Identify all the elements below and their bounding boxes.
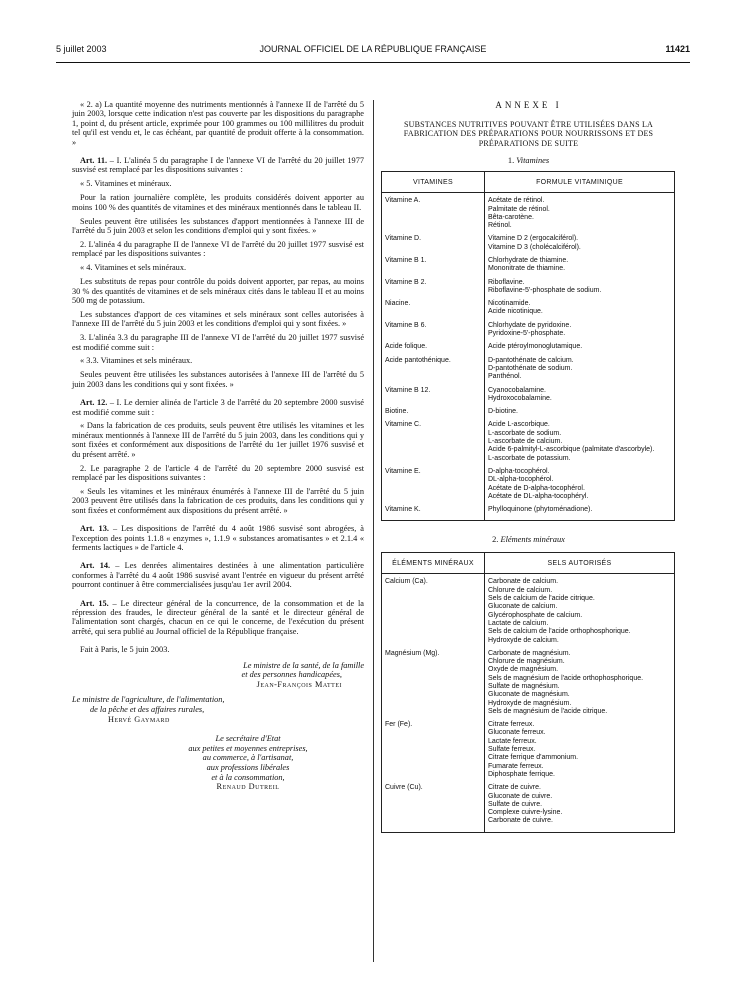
list-item: Complexe cuivre-lysine.	[488, 809, 563, 817]
list-item: Sulfate de cuivre.	[488, 800, 543, 808]
list-item: Acide ptéroylmonoglutamique.	[488, 343, 583, 351]
column-header: VITAMINES	[382, 172, 485, 193]
section-name: Vitamines	[516, 156, 550, 166]
table-row	[382, 780, 675, 832]
list-item: Gluconate de calcium.	[488, 603, 558, 611]
list-item: Chlorure de magnésium.	[488, 658, 565, 666]
row-values	[485, 296, 675, 318]
signatory-title: Le ministre de la santé, de la famille	[243, 660, 364, 670]
list-item: Nicotinamide.	[488, 300, 531, 308]
list-item: Sels de calcium de l'acide citrique.	[488, 595, 595, 603]
row-values	[485, 717, 675, 780]
row-label: Vitamine B 2.	[382, 275, 485, 297]
list-item: D-pantothénate de calcium.	[488, 356, 574, 364]
row-values	[485, 275, 675, 297]
column-header: SELS AUTORISÉS	[485, 553, 675, 574]
article-label: Art. 12.	[80, 398, 108, 408]
signatory-name: Renaud Dutreil	[216, 782, 280, 792]
page-header	[56, 44, 690, 58]
list-item: Gluconate de cuivre.	[488, 792, 553, 800]
row-values	[485, 193, 675, 232]
row-label: Vitamine E.	[382, 464, 485, 502]
list-item: L-ascorbate de potassium.	[488, 454, 571, 462]
article-label: Art. 13.	[80, 524, 109, 534]
list-item: Carbonate de magnésium.	[488, 649, 571, 657]
paragraph: « 2. a) La quantité moyenne des nutriments mentionnés à l'annexe II de l'arrêté du 5 juin 2003, lorsque cette indication n'est pas couverte par les dispositions du paragraphe 1, point d, du présent article, exprimée pour 100 grammes ou 100 millilitres du produit tel qu'il est vendu et, le cas échéant, par quantité de produit offerte à la consommation. »	[72, 100, 364, 147]
list-item: Hydroxyde de calcium.	[488, 636, 559, 644]
signatory-title: aux professions libérales	[206, 762, 290, 772]
paragraph: « Seuls les vitamines et les minéraux énumérés à l'annexe III de l'arrêté du 5 juin 2003 peuvent être utilisés dans la fabrication de ces produits, dans les conditions qui y sont fixées et conformément aux dispositions du présent arrêté. »	[72, 486, 364, 515]
section-name: Eléments minéraux	[500, 535, 565, 545]
row-values	[485, 780, 675, 832]
list-item: Vitamine D 2 (ergocalciférol).	[488, 235, 579, 243]
list-item: Sulfate ferreux.	[488, 746, 536, 754]
annexe-subtitle: SUBSTANCES NUTRITIVES POUVANT ÊTRE UTILISÉES DANS LA FABRICATION DES PRÉPARATIONS POUR NOURRISSONS ET DES PRÉPARATIONS DE SUITE	[403, 120, 654, 148]
row-label: Vitamine B 1.	[382, 253, 485, 275]
article-label: Art. 14.	[80, 561, 111, 571]
table-row	[382, 253, 675, 275]
vitamins-table	[381, 171, 675, 521]
list-item: DL-alpha-tocophérol.	[488, 476, 554, 484]
column-header: ÉLÉMENTS MINÉRAUX	[382, 553, 485, 574]
signatory-title: Le secrétaire d'Etat	[215, 734, 281, 744]
list-item: Oxyde de magnésium.	[488, 666, 559, 674]
column-divider	[373, 100, 374, 962]
header-date: 5 juillet 2003	[56, 44, 107, 54]
list-item: Palmitate de rétinol.	[488, 205, 550, 213]
section-number: 2.	[492, 535, 499, 545]
signatory-title: aux petites et moyennes entreprises,	[188, 743, 308, 753]
list-item: Citrate de cuivre.	[488, 784, 541, 792]
left-column	[72, 100, 364, 792]
row-label: Acide folique.	[382, 339, 485, 352]
list-item: Acétate de rétinol.	[488, 197, 545, 205]
list-item: Sels de calcium de l'acide orthophosphorique.	[488, 628, 631, 636]
minerals-table	[381, 552, 675, 832]
paragraph: « 3.3. Vitamines et sels minéraux.	[80, 356, 193, 366]
list-item: Glycérophosphate de calcium.	[488, 611, 583, 619]
page-number: 11421	[665, 44, 690, 54]
table-row	[382, 417, 675, 463]
row-label: Vitamine B 6.	[382, 318, 485, 340]
list-item: Panthénol.	[488, 373, 522, 381]
paragraph: 2. Le paragraphe 2 de l'article 4 de l'arrêté du 20 septembre 2000 susvisé est remplacé par les dispositions suivantes :	[72, 463, 364, 482]
article-label: Art. 15.	[80, 598, 109, 608]
list-item: Sels de magnésium de l'acide orthophosphorique.	[488, 674, 644, 682]
list-item: D-pantothénate de sodium.	[488, 364, 573, 372]
right-column	[381, 100, 676, 833]
list-item: Phylloquinone (phytoménadione).	[488, 506, 593, 514]
list-item: Fumarate ferreux.	[488, 762, 544, 770]
list-item: L-ascorbate de sodium.	[488, 429, 562, 437]
list-item: Diphosphate ferrique.	[488, 770, 555, 778]
row-values	[485, 253, 675, 275]
list-item: Mononitrate de thiamine.	[488, 265, 566, 273]
row-values	[485, 353, 675, 383]
list-item: Hydroxyde de magnésium.	[488, 699, 572, 707]
signatory-title: et à la consommation,	[211, 772, 285, 782]
row-label: Vitamine K.	[382, 502, 485, 521]
row-values	[485, 404, 675, 417]
row-values	[485, 417, 675, 463]
section-title-vitamins	[381, 156, 676, 165]
column-header: FORMULE VITAMINIQUE	[485, 172, 675, 193]
list-item: Citrate ferrique d'ammonium.	[488, 754, 579, 762]
paragraph: Seules peuvent être utilisées les substances autorisées à l'annexe III de l'arrêté du 5 juin 2003 dans les conditions qui y sont fixées. »	[72, 370, 364, 389]
row-values	[485, 646, 675, 717]
header-rule	[56, 62, 690, 63]
table-row	[382, 318, 675, 340]
signatory-title: de la pêche et des affaires rurales,	[90, 704, 205, 714]
row-label: Cuivre (Cu).	[382, 780, 485, 832]
paragraph: « 5. Vitamines et minéraux.	[80, 179, 172, 189]
list-item: Lactate ferreux.	[488, 737, 537, 745]
row-values	[485, 339, 675, 352]
row-label: Vitamine A.	[382, 193, 485, 232]
article-11	[72, 156, 364, 175]
list-item: Hydroxocobalamine.	[488, 394, 552, 402]
list-item: Acétate de D-alpha-tocophérol.	[488, 484, 585, 492]
section-title-minerals	[381, 535, 676, 544]
table-row	[382, 502, 675, 521]
signatory-title: et des personnes handicapées,	[241, 670, 342, 680]
list-item: Acide 6-palmityl-L-ascorbique (palmitate d'ascorbyle).	[488, 446, 655, 454]
list-item: Gluconate ferreux.	[488, 729, 546, 737]
paragraph: Seules peuvent être utilisées les substances d'apport mentionnées à l'annexe III de l'arrêté du 5 juin 2003 et selon les conditions d'emploi qui y sont fixées. »	[72, 216, 364, 235]
list-item: Riboflavine-5'-phosphate de sodium.	[488, 286, 602, 294]
signature-agriculture-minister	[72, 695, 364, 724]
list-item: Gluconate de magnésium.	[488, 691, 570, 699]
row-values	[485, 464, 675, 502]
list-item: L-ascorbate de calcium.	[488, 438, 563, 446]
row-label: Vitamine C.	[382, 417, 485, 463]
list-item: Chlorhydate de pyridoxine.	[488, 321, 572, 329]
list-item: Acide nicotinique.	[488, 308, 543, 316]
row-values	[485, 502, 675, 521]
table-row	[382, 231, 675, 253]
list-item: Sels de magnésium de l'acide citrique.	[488, 707, 608, 715]
article-14	[72, 561, 364, 589]
list-item: Chlorhydrate de thiamine.	[488, 257, 569, 264]
article-15	[72, 599, 364, 637]
paragraph: « 4. Vitamines et sels minéraux.	[80, 263, 187, 273]
signature-secretary-of-state	[72, 734, 364, 792]
list-item: D-alpha-tocophérol.	[488, 467, 550, 475]
signatory-title: au commerce, à l'artisanat,	[202, 753, 294, 763]
signature-date: Fait à Paris, le 5 juin 2003.	[80, 645, 170, 655]
table-row	[382, 464, 675, 502]
row-label: Niacine.	[382, 296, 485, 318]
article-12	[72, 398, 364, 417]
article-text: – Les dispositions de l'arrêté du 4 août 1986 susvisé sont abrogées, à l'exception des points 1.1.8 « enzymes », 1.1.9 « substances aromatisantes » et 2.1.4 « ferments lactiques » de l'article 4.	[72, 524, 364, 552]
table-row	[382, 339, 675, 352]
paragraph: « Dans la fabrication de ces produits, seuls peuvent être utilisés les vitamines et les minéraux mentionnés à l'annexe III de l'arrêté du 5 juin 2003, dans les conditions qui y sont fixées et conformément aux dispositions de l'arrêté du 1er juillet 1976 susvisé et du présent arrêté. »	[72, 421, 364, 459]
article-text: – I. Le dernier alinéa de l'article 3 de l'arrêté du 20 septembre 2000 susvisé est modifié comme suit :	[72, 398, 364, 417]
paragraph: 3. L'alinéa 3.3 du paragraphe III de l'annexe VI de l'arrêté du 20 juillet 1977 susvisé est modifié comme suit :	[72, 333, 364, 352]
signature-health-minister	[72, 661, 364, 690]
list-item: Pyridoxine-5'-phosphate.	[488, 330, 566, 338]
section-number: 1.	[507, 156, 515, 166]
table-row	[382, 646, 675, 717]
table-row	[382, 717, 675, 780]
signatory-name: Jean-François Mattei	[256, 679, 342, 689]
paragraph: Les substituts de repas pour contrôle du poids doivent apporter, par repas, au moins 30 % des quantités de vitamines et de sels minéraux cités dans le tableau II et au moins 500 mg de potassium.	[72, 277, 364, 305]
list-item: D-biotine.	[488, 408, 518, 416]
row-values	[485, 383, 675, 405]
list-item: Riboflavine.	[488, 278, 525, 286]
signatory-name: Hervé Gaymard	[108, 714, 170, 724]
table-row	[382, 404, 675, 417]
row-label: Biotine.	[382, 404, 485, 417]
annexe-title: ANNEXE I	[495, 100, 562, 110]
paragraph: Les substances d'apport de ces vitamines et sels minéraux sont celles autorisées à l'annexe III de l'arrêté du 5 juin 2003 et les conditions d'emploi qui y sont fixées. »	[72, 309, 364, 329]
table-row	[382, 353, 675, 383]
list-item: Vitamine D 3 (cholécalciférol).	[488, 243, 581, 251]
list-item: Rétinol.	[488, 222, 512, 230]
list-item: Citrate ferreux.	[488, 721, 535, 729]
row-values	[485, 574, 675, 646]
list-item: Lactate de calcium.	[488, 619, 549, 627]
table-row	[382, 296, 675, 318]
paragraph: Pour la ration journalière complète, les produits considérés doivent apporter au moins 100 % des quantités de vitamines et des minéraux mentionnés dans le tableau II.	[72, 193, 364, 212]
row-values	[485, 318, 675, 340]
list-item: Bêta-carotène.	[488, 213, 534, 221]
row-label: Fer (Fe).	[382, 717, 485, 780]
table-row	[382, 275, 675, 297]
article-text: – Les denrées alimentaires destinées à une alimentation particulière conformes à l'arrêté du 4 août 1986 susvisé avant l'entrée en vigueur du présent arrêté pourront continuer à être commercialisées jusqu'au 1er avril 2004.	[72, 561, 364, 590]
article-text: – I. L'alinéa 5 du paragraphe I de l'annexe VI de l'arrêté du 20 juillet 1977 susvisé est remplacé par les dispositions suivantes :	[72, 156, 364, 175]
signatory-title: Le ministre de l'agriculture, de l'alimentation,	[72, 695, 225, 705]
table-row	[382, 193, 675, 232]
journal-title: JOURNAL OFFICIEL DE LA RÉPUBLIQUE FRANÇAISE	[259, 44, 487, 54]
row-label: Calcium (Ca).	[382, 574, 485, 646]
row-label: Vitamine D.	[382, 231, 485, 253]
row-label: Vitamine B 12.	[382, 383, 485, 405]
list-item: Chlorure de calcium.	[488, 586, 553, 594]
article-13	[72, 524, 364, 552]
table-row	[382, 574, 675, 646]
list-item: Acide L-ascorbique.	[488, 421, 550, 429]
row-label: Acide pantothénique.	[382, 353, 485, 383]
article-text: – Le directeur général de la concurrence, de la consommation et de la répression des fraudes, le directeur général de la santé et le directeur général de l'alimentation sont chargés, chacun en ce qui le concerne, de l'exécution du présent arrêté, qui sera publié au Journal officiel de la République française.	[72, 598, 364, 636]
list-item: Cyanocobalamine.	[488, 386, 546, 394]
list-item: Carbonate de cuivre.	[488, 817, 553, 825]
row-label: Magnésium (Mg).	[382, 646, 485, 717]
row-values	[485, 231, 675, 253]
list-item: Sulfate de magnésium.	[488, 682, 560, 690]
list-item: Carbonate de calcium.	[488, 578, 559, 586]
table-row	[382, 383, 675, 405]
list-item: Acétate de DL-alpha-tocophéryl.	[488, 492, 589, 500]
paragraph: 2. L'alinéa 4 du paragraphe II de l'annexe VI de l'arrêté du 20 juillet 1977 susvisé est remplacé par les dispositions suivantes :	[72, 239, 364, 259]
article-label: Art. 11.	[80, 156, 108, 166]
